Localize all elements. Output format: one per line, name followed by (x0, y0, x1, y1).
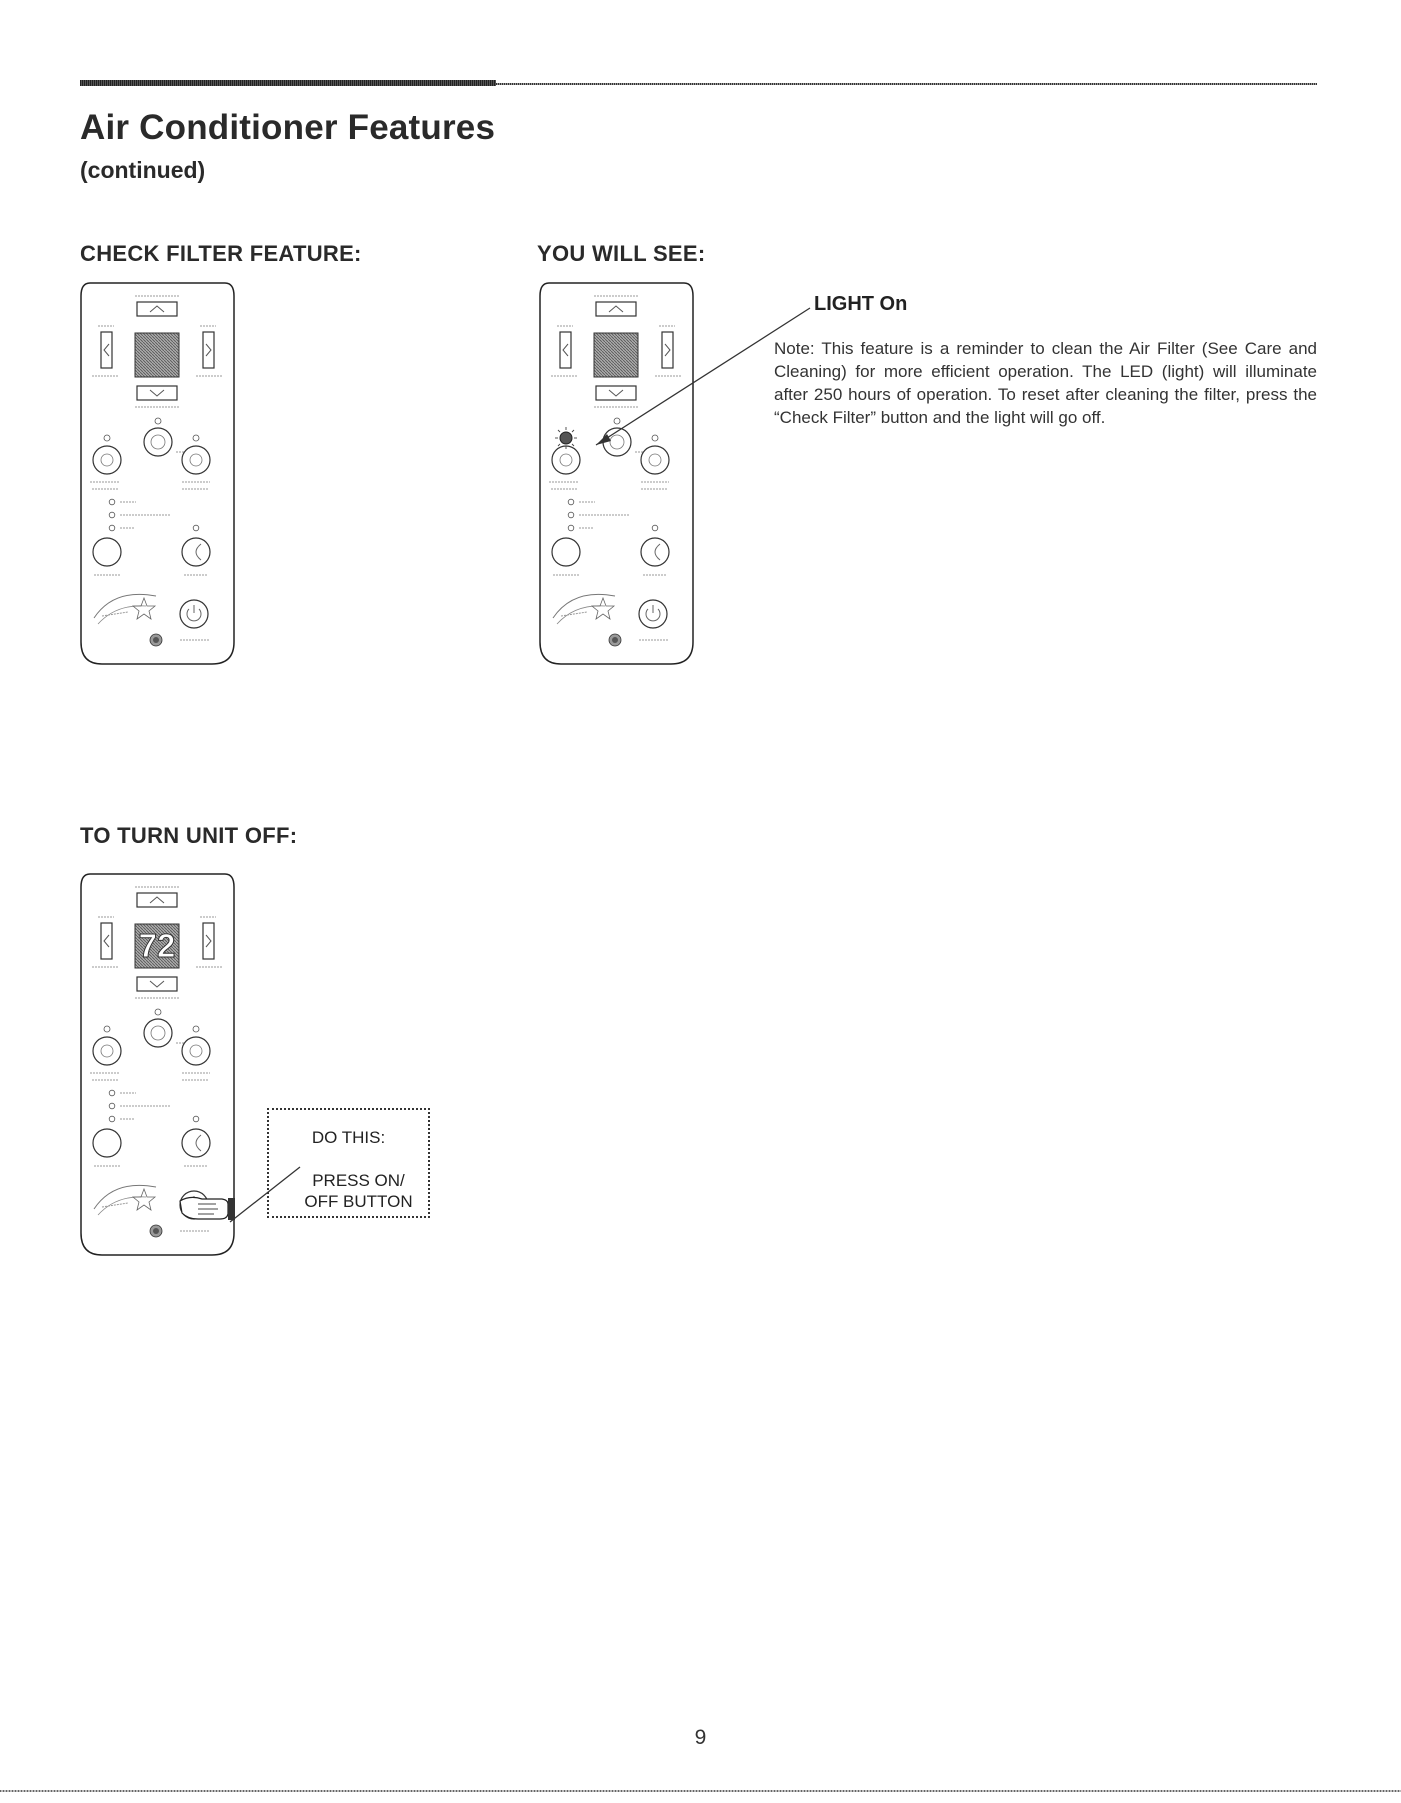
light-on-leader (596, 308, 810, 445)
turn-off-heading: TO TURN UNIT OFF: (80, 823, 298, 848)
bottom-rule (0, 1790, 1401, 1792)
page-title: Air Conditioner Features (80, 108, 496, 147)
do-this-action: PRESS ON/ OFF BUTTON (304, 1171, 413, 1211)
you-will-see-heading: YOU WILL SEE: (537, 241, 706, 266)
temperature-readout: 72 (138, 927, 176, 964)
page-number: 9 (694, 1726, 707, 1749)
do-this-title: DO THIS: (311, 1128, 386, 1147)
press-button-leader (230, 1167, 300, 1222)
light-on-label: LIGHT On (814, 293, 908, 315)
check-filter-note: Note: This feature is a reminder to clean the Air Filter (See Care and Cleaning) for more efficient operation. The LED (light) will illuminate after 250 hours of operation. To reset after cleaning the filter, press the “Check Filter” button and the light will go off. (774, 339, 1317, 427)
check-filter-heading: CHECK FILTER FEATURE: (80, 241, 362, 266)
page-subtitle: (continued) (80, 157, 206, 183)
